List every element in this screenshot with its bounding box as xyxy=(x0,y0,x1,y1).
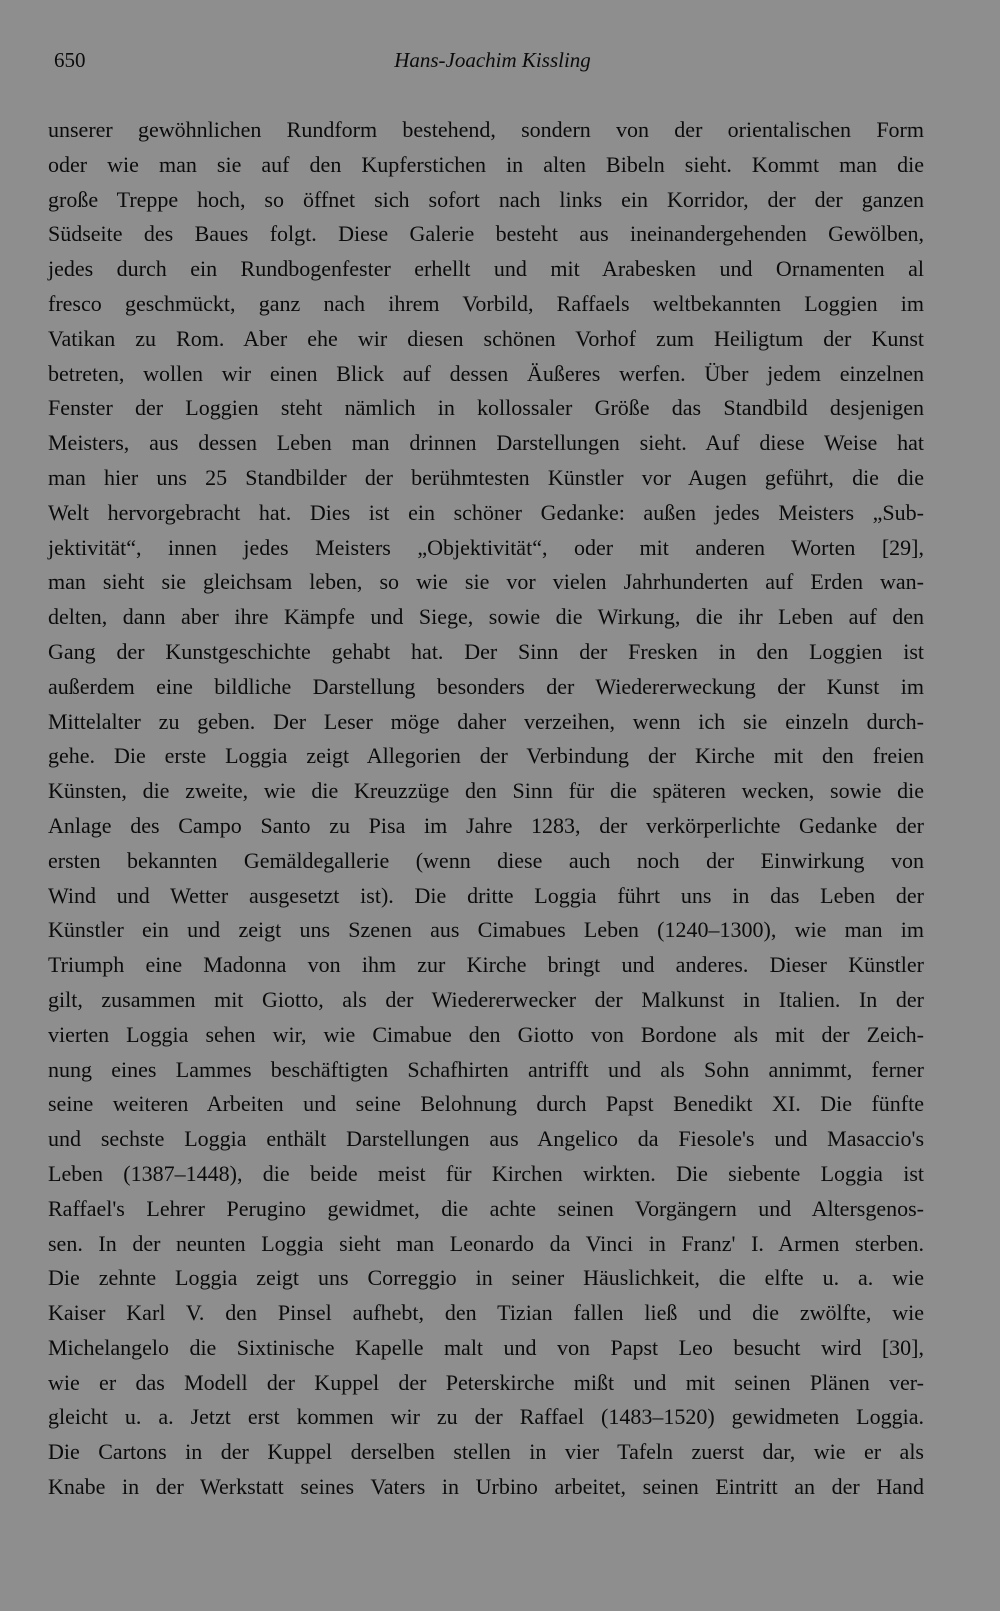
text-line: betreten, wollen wir einen Blick auf dessen Äußeres werfen. Über jedem einzelnen xyxy=(48,360,924,386)
text-line: Leben (1387–1448), die beide meist für Kirchen wirkten. Die siebente Loggia ist xyxy=(48,1160,924,1186)
text-line: Gang der Kunstgeschichte gehabt hat. Der Sinn der Fresken in den Loggien ist xyxy=(48,638,924,664)
text-line: man sieht sie gleichsam leben, so wie sie vor vielen Jahrhunderten auf Erden wan- xyxy=(48,569,924,595)
text-line: jektivität“, innen jedes Meisters „Objektivität“, oder mit anderen Worten [29], xyxy=(48,534,924,560)
text-line: Michelangelo die Sixtinische Kapelle malt und von Papst Leo besucht wird [30], xyxy=(48,1334,924,1360)
text-line: unserer gewöhnlichen Rundform bestehend, sondern von der orientalischen Form xyxy=(48,117,924,142)
text-line: Triumph eine Madonna von ihm zur Kirche bringt und anderes. Dieser Künstler xyxy=(48,952,924,978)
text-line: nung eines Lammes beschäftigten Schafhirten antrifft und als Sohn annimmt, ferner xyxy=(48,1056,924,1082)
text-line: Kaiser Karl V. den Pinsel aufhebt, den Tizian fallen ließ und die zwölfte, wie xyxy=(48,1300,924,1326)
text-line: Fenster der Loggien steht nämlich in kollossaler Größe das Standbild desjenigen xyxy=(48,395,924,421)
text-line: jedes durch ein Rundbogenfester erhellt und mit Arabesken und Ornamenten al xyxy=(48,256,924,282)
text-line: fresco geschmückt, ganz nach ihrem Vorbild, Raffaels weltbekannten Loggien im xyxy=(48,290,924,316)
text-line: sen. In der neunten Loggia sieht man Leonardo da Vinci in Franz' I. Armen sterben. xyxy=(48,1230,924,1256)
text-line: wie er das Modell der Kuppel der Peterskirche mißt und mit seinen Plänen ver- xyxy=(48,1369,924,1395)
text-line: delten, dann aber ihre Kämpfe und Siege, sowie die Wirkung, die ihr Leben auf den xyxy=(48,604,924,630)
text-line: man hier uns 25 Standbilder der berühmtesten Künstler vor Augen geführt, die die xyxy=(48,464,924,490)
text-line: Vatikan zu Rom. Aber ehe wir diesen schönen Vorhof zum Heiligtum der Kunst xyxy=(48,325,924,351)
text-line: vierten Loggia sehen wir, wie Cimabue den Giotto von Bordone als mit der Zeich- xyxy=(48,1021,924,1047)
text-line: gilt, zusammen mit Giotto, als der Wiedererwecker der Malkunst in Italien. In der xyxy=(48,986,924,1012)
text-line: Südseite des Baues folgt. Diese Galerie besteht aus ineinandergehenden Gewölben, xyxy=(48,221,924,247)
text-line: Künstler ein und zeigt uns Szenen aus Cimabues Leben (1240–1300), wie man im xyxy=(48,917,924,943)
text-line: Welt hervorgebracht hat. Dies ist ein schöner Gedanke: außen jedes Meisters „Sub- xyxy=(48,499,924,525)
text-line: Künsten, die zweite, wie die Kreuzzüge den Sinn für die späteren wecken, sowie die xyxy=(48,778,924,804)
text-line: Mittelalter zu geben. Der Leser möge daher verzeihen, wenn ich sie einzeln durch- xyxy=(48,708,924,734)
text-line: gehe. Die erste Loggia zeigt Allegorien der Verbindung der Kirche mit den freien xyxy=(48,743,924,769)
text-line: und sechste Loggia enthält Darstellungen aus Angelico da Fiesole's und Masaccio's xyxy=(48,1126,924,1152)
text-line: Wind und Wetter ausgesetzt ist). Die dritte Loggia führt uns in das Leben der xyxy=(48,882,924,908)
text-line: große Treppe hoch, so öffnet sich sofort nach links ein Korridor, der der ganzen xyxy=(48,186,924,212)
text-line: Meisters, aus dessen Leben man drinnen Darstellungen sieht. Auf diese Weise hat xyxy=(48,430,924,456)
text-line: außerdem eine bildliche Darstellung besonders der Wiedererweckung der Kunst im xyxy=(48,673,924,699)
text-line: Knabe in der Werkstatt seines Vaters in Urbino arbeitet, seinen Eintritt an der Hand xyxy=(48,1474,924,1500)
text-line: gleicht u. a. Jetzt erst kommen wir zu der Raffael (1483–1520) gewidmeten Loggia. xyxy=(48,1404,924,1430)
text-line: Raffael's Lehrer Perugino gewidmet, die achte seinen Vorgängern und Altersgenos- xyxy=(48,1195,924,1221)
text-line: oder wie man sie auf den Kupferstichen in alten Bibeln sieht. Kommt man die xyxy=(48,151,924,177)
text-line: Die Cartons in der Kuppel derselben stellen in vier Tafeln zuerst dar, wie er als xyxy=(48,1439,924,1465)
text-line: seine weiteren Arbeiten und seine Belohnung durch Papst Benedikt XI. Die fünfte xyxy=(48,1091,924,1117)
body-paragraph xyxy=(48,113,924,1505)
text-line: ersten bekannten Gemäldegallerie (wenn diese auch noch der Einwirkung von xyxy=(48,847,924,873)
running-title: Hans-Joachim Kissling xyxy=(394,48,591,72)
page-number: 650 xyxy=(54,48,86,72)
text-line: Die zehnte Loggia zeigt uns Correggio in seiner Häuslichkeit, die elfte u. a. wie xyxy=(48,1265,924,1291)
text-line: Anlage des Campo Santo zu Pisa im Jahre 1283, der verkörperlichte Gedanke der xyxy=(48,812,924,838)
